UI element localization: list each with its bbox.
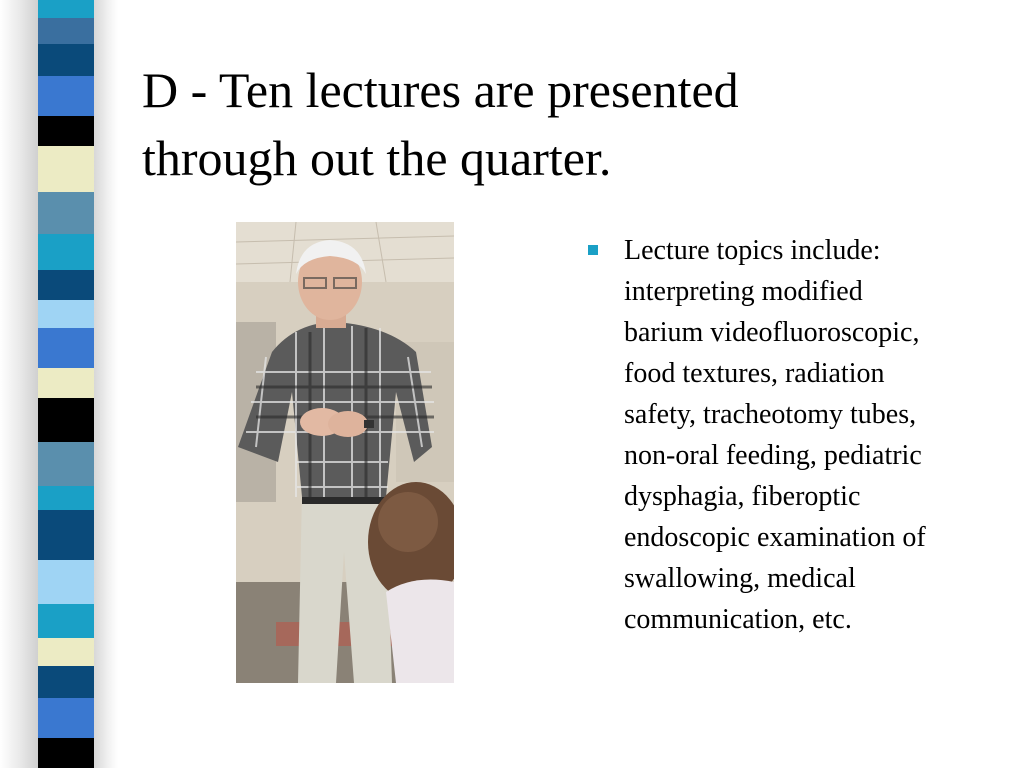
slide-title-line-2: through out the quarter. (142, 130, 612, 186)
decorative-color-stripe (38, 0, 94, 768)
square-bullet-icon (588, 245, 598, 255)
bullet-line: food textures, radiation (624, 358, 885, 389)
bullet-line: dysphagia, fiberoptic (624, 481, 861, 512)
bullet-line: Lecture topics include: (624, 235, 881, 266)
bullet-line: barium videofluoroscopic, (624, 317, 920, 348)
slide-title (142, 56, 982, 192)
bullet-line: safety, tracheotomy tubes, (624, 399, 917, 430)
bullet-line: non-oral feeding, pediatric (624, 440, 922, 471)
lecturer-photo (236, 222, 454, 683)
slide-title-line-1: D - Ten lectures are presented (142, 62, 739, 118)
bullet-item-lecture-topics (588, 230, 1008, 640)
bullet-list (588, 230, 1008, 640)
bullet-line: interpreting modified (624, 276, 863, 307)
bullet-line: communication, etc. (624, 604, 852, 635)
bullet-line: endoscopic examination of (624, 522, 926, 553)
bullet-line: swallowing, medical (624, 563, 856, 594)
